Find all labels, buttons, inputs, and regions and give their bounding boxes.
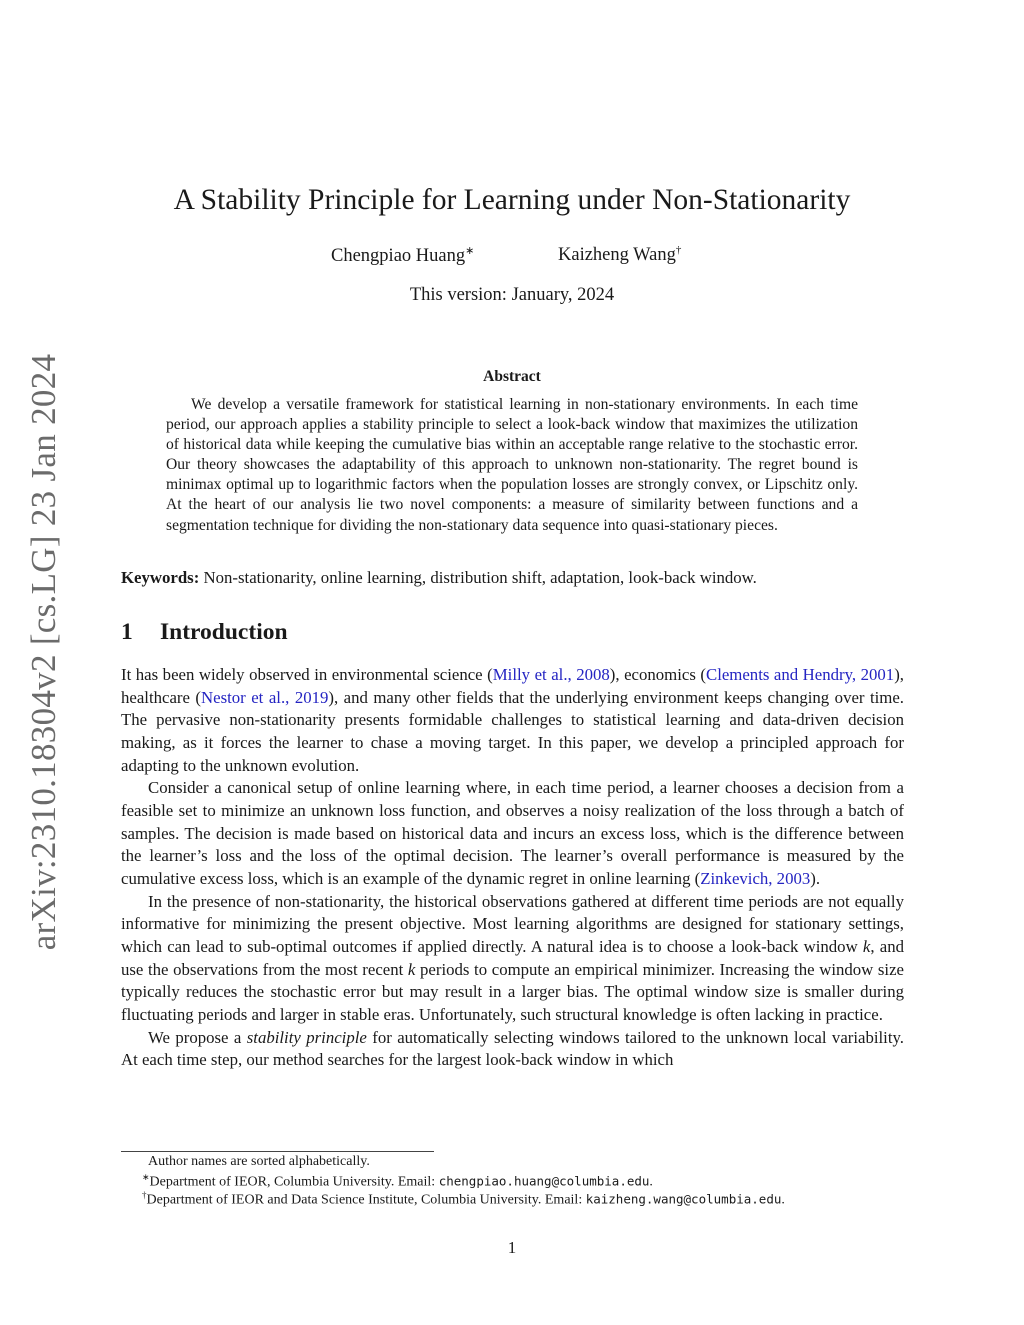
citation-link[interactable]: Zinkevich, 2003 bbox=[700, 868, 811, 888]
keywords bbox=[121, 568, 906, 588]
footnote-rule bbox=[121, 1151, 434, 1152]
abstract-text: We develop a versatile framework for statistical learning in non-stationary environments. In each time period, our approach applies a stability principle to select a look-back window that maximizes the utilization of historical data while keeping the cumulative bias within an acceptable range relative to the stochastic error. Our theory showcases the adaptability of this approach to unknown non-stationarity. The regret bound is minimax optimal up to logarithmic factors when the population losses are strongly convex, or Lipschitz only. At the heart of our analysis lie two novel components: a measure of similarity between functions and a segmentation technique for dividing the non-stationary data sequence into quasi-stationary pieces. bbox=[166, 396, 858, 534]
author-2-mark: † bbox=[675, 244, 682, 256]
author-1-name: Chengpiao Huang bbox=[331, 246, 466, 267]
text: for automatically selecting windows tailored to the unknown local variability. At each time step, our method searches for the largest look-back window in which bbox=[121, 1027, 905, 1070]
footnote-2-email[interactable]: kaizheng.wang@columbia.edu bbox=[585, 1191, 782, 1207]
section-number: 1 bbox=[121, 619, 133, 645]
math-var-k: k bbox=[862, 936, 871, 956]
text: ). bbox=[810, 868, 821, 888]
footnote-1-end: . bbox=[649, 1174, 653, 1190]
paragraph-1 bbox=[121, 664, 904, 777]
text: Consider a canonical setup of online learning where, in each time period, a learner chooses a decision from a feasible set to minimize an unknown loss function, and observes a noisy realization of the loss through a batch of samples. The decision is made based on historical data and incurs an excess loss, which is the difference between the learner’s loss and the loss of the optimal decision. The learner’s overall performance is measured by the cumulative excess loss, which is an example of the dynamic regret in online learning ( bbox=[121, 778, 904, 888]
keywords-label: Keywords: bbox=[121, 568, 200, 587]
citation-link[interactable]: Nestor et al., 2019 bbox=[201, 687, 329, 707]
keywords-text: Non-stationarity, online learning, distribution shift, adaptation, look-back window. bbox=[203, 568, 757, 587]
emphasis: stability principle bbox=[246, 1027, 367, 1047]
footnote-1-email[interactable]: chengpiao.huang@columbia.edu bbox=[438, 1173, 650, 1189]
abstract-heading: Abstract bbox=[483, 368, 541, 385]
section-title: Introduction bbox=[160, 619, 288, 645]
text: We propose a bbox=[148, 1027, 247, 1047]
footnote-note: Author names are sorted alphabetically. bbox=[148, 1154, 370, 1169]
paragraph-3 bbox=[121, 891, 904, 1027]
footnote-2-mark: † bbox=[142, 1190, 147, 1200]
paper-title: A Stability Principle for Learning under Non-Stationarity bbox=[173, 184, 851, 216]
footnote-2-text: Department of IEOR and Data Science Institute, Columbia University. Email: bbox=[146, 1192, 586, 1208]
page-number: 1 bbox=[507, 1238, 517, 1257]
footnote-2 bbox=[142, 1190, 942, 1209]
math-var-k: k bbox=[407, 959, 416, 979]
text: ), healthcare ( bbox=[121, 665, 904, 707]
arxiv-identifier: arXiv:2310.18304v2 [cs.LG] 23 Jan 2024 bbox=[24, 353, 63, 951]
footnote-1-text: Department of IEOR, Columbia University. Email: bbox=[149, 1174, 439, 1190]
text: It has been widely observed in environmental science ( bbox=[121, 665, 493, 684]
text: periods to compute an empirical minimizer. Increasing the window size typically reduces the stochastic error but may result in a larger bias. The optimal window size is smaller during fluctuating periods and larger in stable eras. Unfortunately, such structural knowledge is often lacking in practice. bbox=[121, 959, 904, 1024]
citation-link[interactable]: Clements and Hendry, 2001 bbox=[706, 665, 895, 684]
author-1-mark: ∗ bbox=[465, 245, 475, 257]
text: ), economics ( bbox=[609, 665, 706, 684]
author-2-name: Kaizheng Wang bbox=[558, 245, 676, 266]
author-1 bbox=[331, 244, 474, 267]
footnote-2-end: . bbox=[781, 1192, 785, 1208]
paragraph-2 bbox=[121, 777, 904, 890]
section-heading bbox=[121, 619, 288, 646]
footnote-1-mark: ∗ bbox=[142, 1172, 150, 1182]
text: ), and many other fields that the underlying environment keeps changing over time. The pervasive non-stationarity presents formidable challenges to statistical learning and data-driven decision making, as it forces the learner to chase a moving target. In this paper, we develop a principled approach for adapting to the unknown evolution. bbox=[121, 687, 904, 775]
footnote-1 bbox=[142, 1172, 942, 1191]
text: In the presence of non-stationarity, the historical observations gathered at different time periods are not equally informative for minimizing the present objective. Most learning algorithms are designed for stationary settings, which can lead to sub-optimal outcomes if applied directly. A natural idea is to choose a look-back window bbox=[121, 891, 904, 956]
author-2 bbox=[558, 244, 681, 266]
paragraph-4 bbox=[121, 1027, 904, 1072]
body-text bbox=[121, 664, 904, 1072]
version-line: This version: January, 2024 bbox=[409, 285, 615, 305]
arxiv-sidebar-stamp bbox=[14, 353, 74, 951]
text: , and use the observations from the most recent bbox=[121, 936, 904, 979]
citation-link[interactable]: Milly et al., 2008 bbox=[492, 665, 610, 684]
abstract-body bbox=[166, 395, 858, 536]
